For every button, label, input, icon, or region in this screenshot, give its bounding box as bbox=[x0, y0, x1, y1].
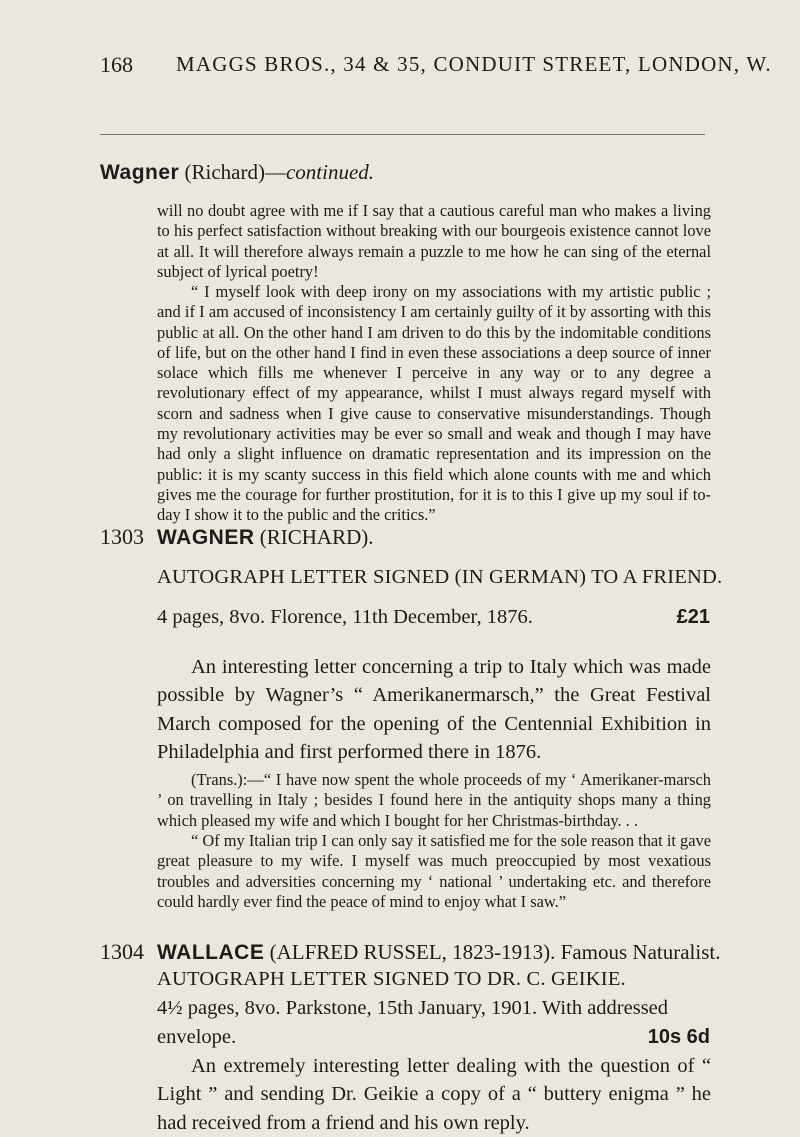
entry-description: An extremely interesting letter dealing with the question of “ Light ” and sending Dr. Geikie a copy of a “ buttery enigma ” he had received from a friend and his own reply. bbox=[157, 1055, 711, 1134]
entry-description: An interesting letter concerning a trip to Italy which was made possible by Wagner’s “ Amerikanermarsch,” the Great Festival March composed for the opening of the Centennial Exhibition in Philadelphia and first performed there in 1876. bbox=[157, 656, 711, 764]
continued-paragraph-1: will no doubt agree with me if I say that a cautious careful man who makes a living to his perfect satisfaction without breaking with our bourgeois existence cannot love at all. It will therefore always remain a puzzle to me how he can sing of the eternal subject of lyrical poetry! bbox=[157, 201, 711, 281]
continued-label: continued. bbox=[285, 160, 375, 184]
page-number: 168 bbox=[100, 52, 133, 77]
entry-price: £21 bbox=[676, 606, 710, 628]
continued-paragraph-2: “ I myself look with deep irony on my associations with my artistic public ; and if I am accused of inconsistency I am certainly guilty of it by assorting with this public at all. On the other hand I am driven to do this by the indomitable conditions of life, but on the other hand I find in even these associations a deep source of inner solace which fills me whenever I perceive in any way or to any degree a revolutionary effect of my appearance, whilst I must always regard myself with scorn and sadness when I give cause to conservative misunderstandings. Though my revolutionary activities may be ever so small and weak and though I may have had only a slight influence on dramatic representation and its impression on the public: it is my scanty success in this field which alone counts with me and which gives me the courage for further prostitution, for it is to this I give up my soul if to-day I show it to the public and the critics.” bbox=[157, 282, 711, 525]
entry-title: AUTOGRAPH LETTER SIGNED (IN GERMAN) TO A FRIEND. bbox=[157, 566, 723, 588]
continuation-person: (Richard)— bbox=[179, 160, 286, 184]
translation-paragraph-2: “ Of my Italian trip I can only say it satisfied me for the sole reason that it gave great pleasure to my wife. I myself was much preoccupied by most vexatious troubles and adversities concerning my ‘ national ’ undertaking etc. and therefore could hardly ever find the peace of mind to enjoy what I saw.” bbox=[157, 831, 711, 911]
continuation-name: Wagner bbox=[100, 161, 180, 184]
entry-details-line-1: 4½ pages, 8vo. Parkstone, 15th January, 1901. With addressed bbox=[157, 997, 669, 1019]
entry-heading-name: WAGNER bbox=[157, 526, 255, 549]
entry-number: 1303 bbox=[100, 524, 144, 549]
entry-heading bbox=[157, 525, 374, 550]
translation-paragraph-1: (Trans.):—“ I have now spent the whole proceeds of my ‘ Amerikaner-marsch ’ on travelling in Italy ; besides I found here in the antiquity shops many a thing which pleased my wife and which I bought for her Christmas-birthday. . . bbox=[157, 770, 711, 830]
entry-heading-name: WALLACE bbox=[157, 941, 265, 964]
page-header bbox=[0, 52, 800, 82]
entry-number: 1304 bbox=[100, 939, 144, 964]
entry-heading-rest: (RICHARD). bbox=[254, 525, 374, 549]
entry-details-line-2: envelope. bbox=[157, 1026, 237, 1048]
entry-heading-rest: (ALFRED RUSSEL, 1823-1913). Famous Naturalist. bbox=[264, 940, 721, 964]
entry-details: 4 pages, 8vo. Florence, 11th December, 1876. bbox=[157, 606, 533, 628]
entry-title: AUTOGRAPH LETTER SIGNED TO DR. C. GEIKIE. bbox=[157, 968, 626, 990]
header-rule bbox=[100, 134, 705, 135]
entry-heading bbox=[157, 940, 720, 965]
entry-price: 10s 6d bbox=[647, 1026, 710, 1048]
continuation-heading bbox=[100, 160, 374, 185]
running-title: MAGGS BROS., 34 & 35, CONDUIT STREET, LONDON, W. bbox=[176, 52, 772, 76]
